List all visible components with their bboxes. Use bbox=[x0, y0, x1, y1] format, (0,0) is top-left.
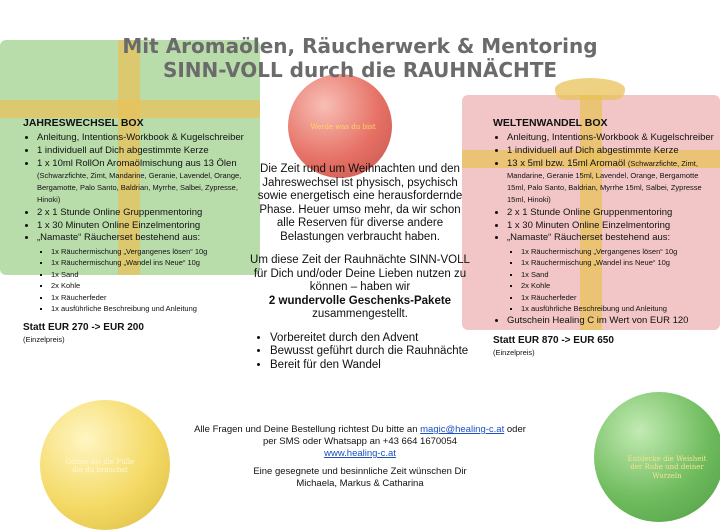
list-item: ▪ 2x Kohle bbox=[521, 280, 718, 291]
raeucherset-list bbox=[507, 246, 718, 315]
contact-line: Alle Fragen und Deine Bestellung richtest Du bitte an magic@healing-c.at oder per SMS oder Whatsapp an +43 664 1670054 www.healing-c.at bbox=[194, 424, 526, 459]
list-item: • Anleitung, Intentions-Workbook & Kugelschreiber bbox=[507, 132, 718, 144]
benefits-list bbox=[250, 332, 470, 373]
price-note: (Einzelpreis) bbox=[23, 335, 65, 345]
offer-highlight: 2 wundervolle Geschenks-Pakete bbox=[268, 294, 452, 307]
list-item: ▪ 1x Sand bbox=[51, 269, 258, 280]
box-items-list bbox=[493, 132, 718, 327]
list-item: ▪ 1x ausführliche Beschreibung und Anleitung bbox=[51, 303, 258, 314]
jahreswechsel-box bbox=[23, 117, 258, 346]
list-item: ▪ 1x Räuchermischung „Wandel ins Neue“ 10g bbox=[521, 257, 718, 268]
list-item: ▪ 1x ausführliche Beschreibung und Anleitung bbox=[521, 303, 718, 314]
box-heading: WELTENWANDEL BOX bbox=[493, 117, 608, 129]
email-link[interactable]: magic@healing-c.at bbox=[420, 424, 505, 435]
list-item: • 1 x 10ml RollOn Aromaölmischung aus 13 Ölen (Schwarzfichte, Zimt, Mandarine, Geranie, Lavendel, Orange, Bergamotte, Palo Santo, Baldrian, Myrrhe, Salbei, Zypresse, Hinoki) bbox=[37, 158, 258, 207]
list-item: ▪ 1x Räucherfeder bbox=[521, 292, 718, 303]
list-item: • 2 x 1 Stunde Online Gruppenmentoring bbox=[37, 207, 258, 219]
list-item: • 1 x 30 Minuten Online Einzelmentoring bbox=[507, 220, 718, 232]
box-items-list bbox=[23, 132, 258, 314]
list-item: • 1 x 30 Minuten Online Einzelmentoring bbox=[37, 220, 258, 232]
list-item: • 2 x 1 Stunde Online Gruppenmentoring bbox=[507, 207, 718, 219]
list-item: • „Namaste“ Räucherset bestehend aus: ▪ 1x Räuchermischung „Vergangenes lösen“ 10g ▪ 1x Räuchermischung „Wandel ins Neue“ 10g ▪ 1x Sand ▪ 2x Kohle ▪ 1x Räucherfeder ▪ 1x ausführliche Beschreibung und Anleitung bbox=[37, 232, 258, 314]
box-price: Statt EUR 870 -> EUR 650 bbox=[493, 334, 614, 346]
list-item: • 1 individuell auf Dich abgestimmte Kerze bbox=[37, 145, 258, 157]
raeucherset-list bbox=[37, 246, 258, 315]
list-item: • „Namaste“ Räucherset bestehend aus: ▪ 1x Räuchermischung „Vergangenes lösen“ 10g ▪ 1x Räuchermischung „Wandel ins Neue“ 10g ▪ 1x Sand ▪ 2x Kohle ▪ 1x Räucherfeder ▪ 1x ausführliche Beschreibung und Anleitung bbox=[507, 232, 718, 314]
list-item: • Gutschein Healing C im Wert von EUR 120 bbox=[507, 315, 718, 327]
list-item: ▪ 1x Sand bbox=[521, 269, 718, 280]
list-item: ▪ 1x Räucherfeder bbox=[51, 292, 258, 303]
green-ornament-text: Entdecke die Weisheit der Ruhe und deiner Wurzeln bbox=[627, 455, 707, 480]
weltenwandel-box bbox=[493, 117, 718, 359]
box-price: Statt EUR 270 -> EUR 200 bbox=[23, 322, 144, 334]
page-title bbox=[0, 34, 720, 82]
website-link[interactable]: www.healing-c.at bbox=[324, 448, 396, 459]
list-item: • Bereit für den Wandel bbox=[270, 359, 470, 373]
list-item: • Anleitung, Intentions-Workbook & Kugelschreiber bbox=[37, 132, 258, 144]
title-line-2: SINN-VOLL durch die RAUHNÄCHTE bbox=[162, 58, 558, 82]
closing-text: Eine gesegnete und besinnliche Zeit wünschen Dir Michaela, Markus & Catharina bbox=[253, 466, 467, 489]
list-item: ▪ 1x Räuchermischung „Wandel ins Neue“ 10g bbox=[51, 257, 258, 268]
title-line-1: Mit Aromaölen, Räucherwerk & Mentoring bbox=[122, 34, 598, 58]
intro-text bbox=[250, 163, 470, 372]
offer-paragraph: Um diese Zeit der Rauhnächte SINN-VOLL für Dich und/oder Deine Lieben nutzen zu können – haben wir 2 wundervolle Geschenks-Pakete zusammengestellt. bbox=[250, 254, 470, 320]
intro-paragraph: Die Zeit rund um Weihnachten und den Jahreswechsel ist physisch, psychisch sowie energetisch eine herausfordernde Phase. Heuer umso mehr, da wir schon alle Reserven für diverse andere Belastungen verbraucht haben. bbox=[257, 163, 463, 243]
list-item: • Vorbereitet durch den Advent bbox=[270, 332, 470, 346]
list-item: • 13 x 5ml bzw. 15ml Aromaöl (Schwarzfichte, Zimt, Mandarine, Geranie 15ml, Lavendel, Orange, Bergamotte 15ml, Palo Santo, Baldrian, Myrrhe 15ml, Salbei, Zypresse 15ml, Hinoki) bbox=[507, 158, 718, 207]
list-item: ▪ 1x Räuchermischung „Vergangenes lösen“ 10g bbox=[51, 246, 258, 257]
yellow-ornament-text: Gönne dir die Fülle die du brauchst bbox=[65, 458, 135, 475]
price-note: (Einzelpreis) bbox=[493, 347, 535, 357]
list-item: • 1 individuell auf Dich abgestimmte Kerze bbox=[507, 145, 718, 157]
list-item: ▪ 1x Räuchermischung „Vergangenes lösen“ 10g bbox=[521, 246, 718, 257]
list-item: • Bewusst geführt durch die Rauhnächte bbox=[270, 345, 470, 359]
box-heading: JAHRESWECHSEL BOX bbox=[23, 117, 144, 129]
list-item: ▪ 2x Kohle bbox=[51, 280, 258, 291]
contact-footer bbox=[190, 424, 530, 496]
green-gift-ribbon-horizontal bbox=[0, 100, 260, 118]
red-ornament-text: Werde was du bist bbox=[310, 123, 376, 131]
